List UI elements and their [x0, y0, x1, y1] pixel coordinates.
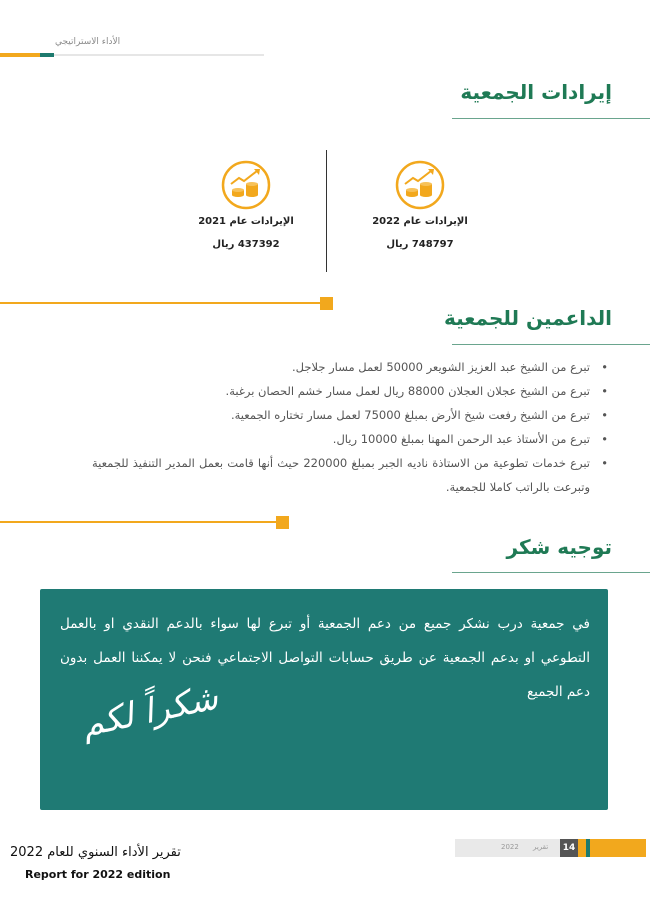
section-divider-square	[320, 297, 333, 310]
section-divider-gold	[0, 302, 320, 304]
thanks-body: في جمعية درب نشكر جميع من دعم الجمعية أو تبرع لها سواء بالدعم النقدي او بالعمل التطوعي او بدعم الجمعية عن طريق حسابات التواصل الاجتماعي فنحن لا يمكننا العمل بدون دعم الجميع	[60, 616, 590, 700]
supporters-list	[92, 355, 612, 499]
header-accent-teal	[40, 53, 54, 57]
revenue-growth-icon	[221, 160, 271, 210]
page-accent-gold-bar	[590, 839, 646, 857]
list-item: • تبرع خدمات تطوعية من الاستاذة ناديه الجبر بمبلغ 220000 حيث أنها قامت بعمل المدير التنفيذ للجمعية وتبرعت بالراتب كاملا للجمعية.	[92, 451, 612, 499]
section-header-label: الأداء الاستراتيجي	[55, 37, 121, 47]
thanks-panel	[40, 589, 608, 810]
list-item: • تبرع من الشيخ رفعت شيخ الأرض بمبلغ 75000 لعمل مسار تختاره الجمعية.	[92, 403, 612, 427]
header-accent-gold	[0, 53, 40, 57]
list-item: • تبرع من الشيخ عبد العزيز الشويعر 50000 لعمل مسار جلاجل.	[92, 355, 612, 379]
footer-title-arabic: تقرير الأداء السنوي للعام 2022	[10, 845, 181, 860]
page-footer-year: 2022	[501, 843, 519, 851]
list-item: • تبرع من الشيخ عجلان العجلان 88000 ريال لعمل مسار خشم الحصان برغبة.	[92, 379, 612, 403]
revenue-2022	[370, 160, 470, 250]
page-footer-word: تقرير	[533, 843, 549, 851]
thanks-title-rule	[452, 572, 650, 573]
page-number: 14	[560, 839, 578, 857]
footer-title-english: Report for 2022 edition	[25, 868, 171, 881]
thanks-signature	[60, 677, 222, 801]
revenue-2022-label: الإيرادات عام 2022	[372, 216, 468, 227]
supporters-title: الداعمين للجمعية	[443, 306, 612, 330]
revenues-title-rule	[452, 118, 650, 119]
thanks-signature-text: شكراً لكم	[78, 677, 222, 746]
page-accent-gold	[578, 839, 586, 857]
supporters-title-rule	[452, 344, 650, 345]
list-item: • تبرع من الأستاذ عبد الرحمن المهنا بمبلغ 10000 ريال.	[92, 427, 612, 451]
section-divider-gold	[0, 521, 276, 523]
revenue-2021-value: 437392 ريال	[212, 239, 280, 250]
revenue-2022-value: 748797 ريال	[386, 239, 454, 250]
revenue-2021-label: الإيرادات عام 2021	[198, 216, 294, 227]
revenues-vertical-divider	[326, 150, 327, 272]
thanks-title: توجيه شكر	[506, 535, 612, 559]
section-divider-square	[276, 516, 289, 529]
revenue-growth-icon	[395, 160, 445, 210]
revenue-2021	[196, 160, 296, 250]
revenues-title: إيرادات الجمعية	[460, 80, 612, 104]
